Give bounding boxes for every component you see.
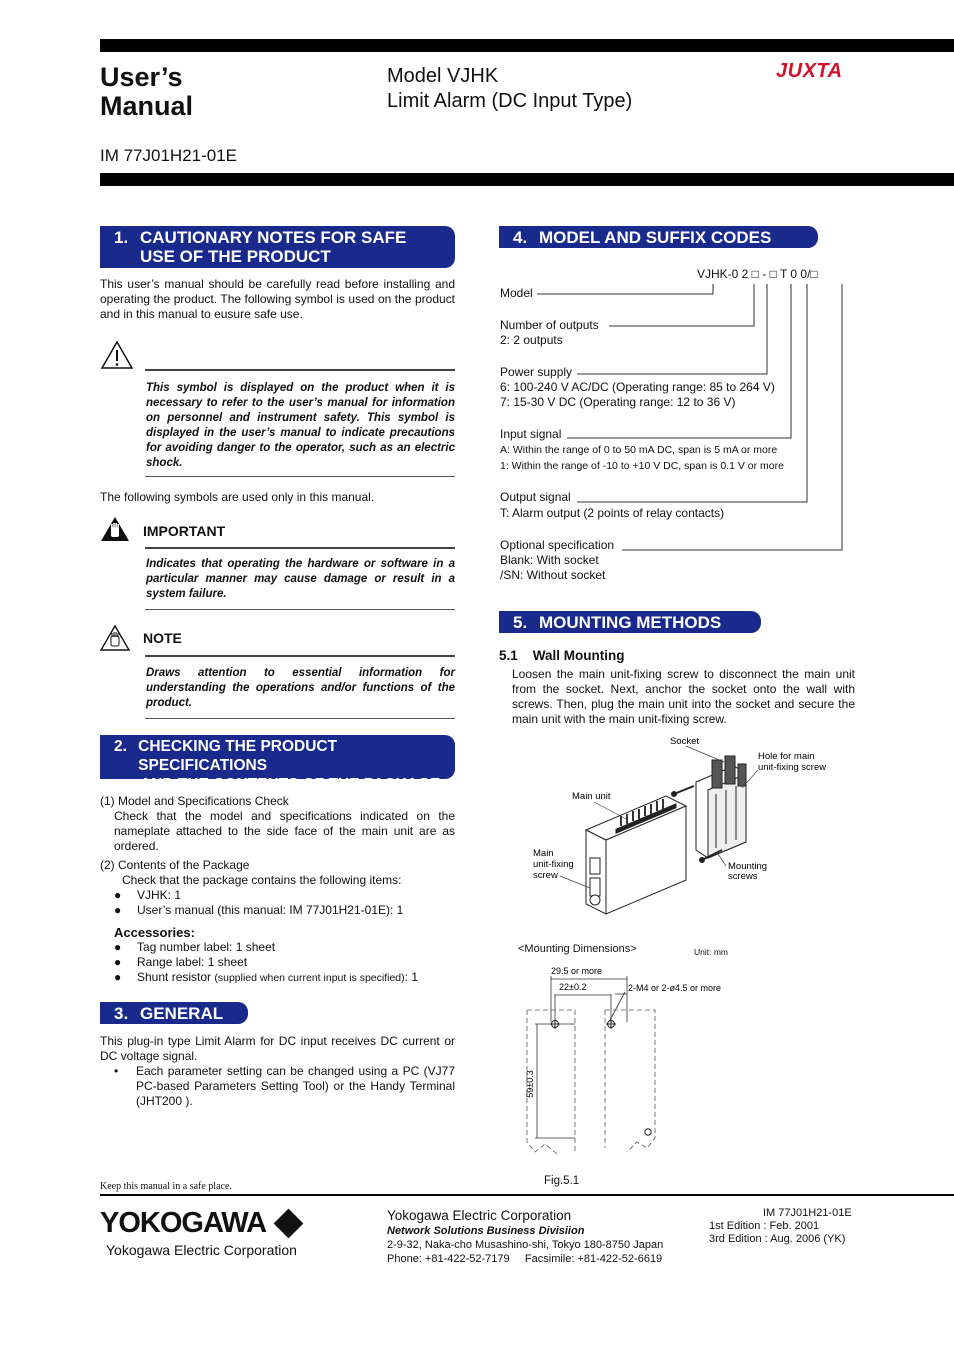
logo-subtitle: Yokogawa Electric Corporation [106, 1242, 297, 1258]
section1-heading: 1. CAUTIONARY NOTES FOR SAFE USE OF THE PRODUCT [100, 226, 455, 268]
dim-59: 59±0.3 [525, 1070, 535, 1098]
fig-label-socket: Socket [670, 736, 700, 747]
fig-label-fix-3: screw [533, 870, 558, 881]
footer-rule [100, 1194, 954, 1196]
code-legend: Model Number of outputs 2: 2 outputs Power supply 6: 100-240 V AC/DC (Operating range: 85 to 264 V) 7: 15-30 V DC (Operating range: 12 to 36 V) Input signal A: Within the range of 0 to 50 mA DC, span is 5 mA or more 1: Within the range of -10 to +10 V DC, span is 0.1 V or more Output signal T: Alarm output (2 points of relay contacts) Optional specification Blank: With socket /SN: Without socket [500, 286, 784, 582]
list-item: ● User’s manual (this manual: IM 77J01H21-01E): 1 [114, 903, 404, 917]
symbols-intro: The following symbols are used only in this manual. [100, 490, 375, 504]
model-code: VJHK-0 2 □ - □ T 0 0/□ [697, 267, 818, 281]
diamond-icon [274, 1209, 304, 1239]
keep-note: Keep this manual in a safe place. [100, 1181, 232, 1192]
section3-heading: 3. GENERAL [100, 1002, 248, 1024]
figure-caption: Fig.5.1 [544, 1175, 580, 1187]
section5-text: Loosen the main unit-fixing screw to disconnect the main unit from the socket. Next, anchor the socket onto the wall with screws. Then, plug the main unit into the socket and secure the main unit with the main unit-fixing screw. [512, 667, 855, 726]
rule [145, 609, 455, 610]
important-label: IMPORTANT [143, 523, 226, 539]
section3-text: This plug-in type Limit Alarm for DC input receives DC current or DC voltage signal. [100, 1034, 455, 1063]
header-bottom-bar [100, 173, 954, 186]
rule [145, 476, 455, 477]
section4-heading: 4. MODEL AND SUFFIX CODES [499, 226, 818, 248]
section1-intro: This user’s manual should be carefully read before installing and operating the product. The following symbol is used on the product and in this manual to eusure safe use. [100, 277, 455, 321]
fig-label-main-unit: Main unit [572, 791, 611, 802]
fig-label-fix-2: unit-fixing [533, 859, 574, 870]
item1-title: (1) Model and Specifications Check [100, 794, 289, 808]
unit-label: Unit: mm [694, 947, 728, 957]
note-label: NOTE [143, 630, 182, 646]
rule [145, 547, 455, 549]
dims-title: <Mounting Dimensions> [518, 943, 637, 955]
item1-text: Check that the model and specifications indicated on the nameplate attached to the side face of the main unit are as ordered. [114, 809, 455, 853]
corp-block: Yokogawa Electric Corporation Network Solutions Business Divisiion 2-9-32, Naka-cho Musashino-shi, Tokyo 180-8750 Japan Phone: +81-422-52-7179 Facsimile: +81-422-52-6619 [387, 1208, 664, 1265]
mounting-figure [520, 730, 850, 960]
fig-label-mount-2: screws [728, 871, 758, 882]
note-text: Draws attention to essential information for understanding the operations and/or functions of the product. [146, 667, 455, 709]
fig-label-mount-1: Mounting [728, 861, 768, 872]
list-item: ● Shunt resistor (supplied when current input is specified): 1 [114, 970, 418, 984]
top-bar [100, 39, 954, 52]
item2-text: Check that the package contains the following items: [122, 873, 402, 887]
note-hand-icon [100, 625, 130, 651]
list-item: ● Range label: 1 sheet [114, 955, 248, 969]
list-item: ● VJHK: 1 [114, 888, 182, 902]
important-hand-icon [100, 516, 130, 542]
fig-label-hole-2: unit-fixing screw [758, 762, 827, 773]
important-text: Indicates that operating the hardware or software in a particular manner may cause damage or result in a system failure. [146, 558, 455, 600]
dimension-drawing [515, 962, 722, 1162]
rule [145, 655, 455, 657]
item2-title: (2) Contents of the Package [100, 858, 250, 872]
section3-bullet: • Each parameter setting can be changed using a PC (VJ77 PC-based Parameters Setting Tool) or the Handy Terminal (JHT200 ). [114, 1064, 455, 1108]
warning-icon [100, 340, 134, 370]
edition-block: IM 77J01H21-01E 1st Edition : Feb. 2001 3rd Edition : Aug. 2006 (YK) [709, 1207, 852, 1245]
section2-heading: 2. CHECKING THE PRODUCT SPECIFICATIONS AND THE CONTENTS OF THE PACKAGE [100, 735, 455, 779]
dim-29-5: 29.5 or more [551, 966, 603, 976]
accessories-label: Accessories: [114, 925, 195, 940]
fig-label-fix-1: Main [533, 848, 554, 859]
model-title: Model VJHK Limit Alarm (DC Input Type) [387, 65, 633, 112]
doc-number: IM 77J01H21-01E [100, 146, 238, 165]
yokogawa-logo: YOKOGAWA [100, 1207, 299, 1240]
section5-heading: 5. MOUNTING METHODS [499, 611, 761, 633]
dim-22: 22±0.2 [559, 982, 587, 992]
rule [145, 369, 455, 371]
section2-content [100, 794, 455, 986]
dim-hole: 2-M4 or 2-ø4.5 or more [628, 983, 722, 993]
symbol-note: This symbol is displayed on the product when it is necessary to refer to the user’s manual for information on personnel and instrument safety. This symbol is displayed in the user’s manual to indicate precautions for avoiding danger to the operator, such as an electric shock. [146, 382, 455, 469]
juxta-logo: JUXTA [776, 60, 843, 82]
manual-title: User’s Manual [100, 62, 194, 121]
section5-subtitle: 5.1 Wall Mounting [499, 648, 625, 663]
list-item: ● Tag number label: 1 sheet [114, 940, 276, 954]
rule [145, 718, 455, 719]
fig-label-hole-1: Hole for main [758, 751, 815, 762]
